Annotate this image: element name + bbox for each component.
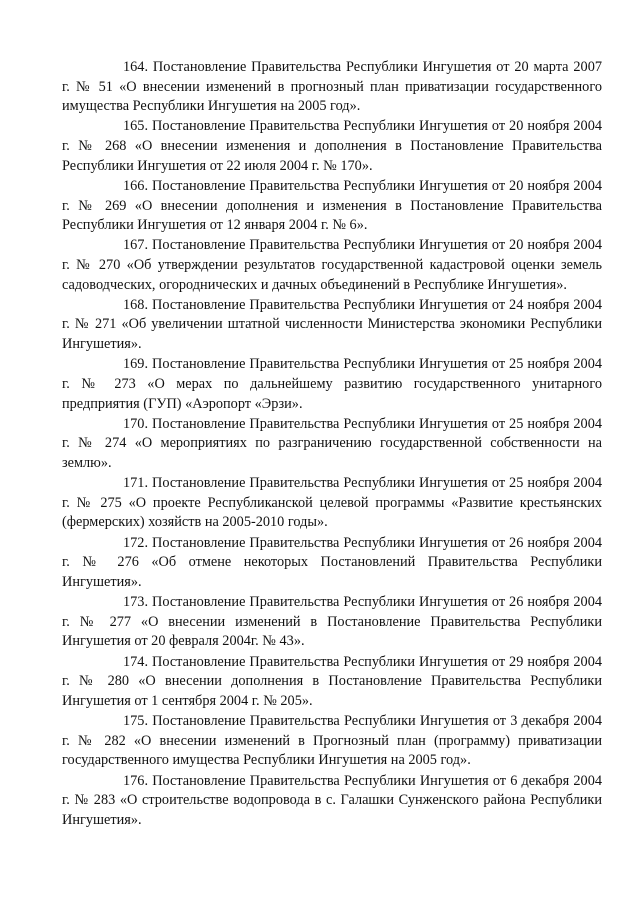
entry-170: 170. Постановление Правительства Республики Ингушетия от 25 ноября 2004 г. № 274 «О мероприятиях по разграничению государственной собственности на землю». xyxy=(62,415,602,471)
entry-174: 174. Постановление Правительства Республики Ингушетия от 29 ноября 2004 г. № 280 «О внесении дополнения в Постановление Правительства Республики Ингушетия от 1 сентября 2004 г. № 205». xyxy=(62,653,602,709)
entry-168: 168. Постановление Правительства Республики Ингушетия от 24 ноября 2004 г. № 271 «Об увеличении штатной численности Министерства экономики Республики Ингушетия». xyxy=(62,296,602,353)
entry-164: 164. Постановление Правительства Республики Ингушетия от 20 марта 2007 г. № 51 «О внесении изменений в прогнозный план приватизации государственного имущества Республики Ингушетия на 2005 год». xyxy=(62,59,602,115)
entry-176: 176. Постановление Правительства Республики Ингушетия от 6 декабря 2004 г. № 283 «О строительстве водопровода в с. Галашки Сунженского района Республики Ингушетия». xyxy=(62,772,602,828)
entry-173: 173. Постановление Правительства Республики Ингушетия от 26 ноября 2004 г. № 277 «О внесении изменений в Постановление Правительства Республики Ингушетия от 20 февраля 2004г. № 43». xyxy=(62,594,602,650)
entry-165: 165. Постановление Правительства Республики Ингушетия от 20 ноября 2004 г. № 268 «О внесении изменения и дополнения в Постановление Правительства Республики Ингушетия от 22 июля 2004 г. № 170». xyxy=(62,118,602,174)
entry-169: 169. Постановление Правительства Республики Ингушетия от 25 ноября 2004 г. № 273 «О мерах по дальнейшему развитию государственного унитарного предприятия (ГУП) «Аэропорт «Эрзи». xyxy=(62,356,602,412)
document-page xyxy=(62,58,602,831)
entry-166: 166. Постановление Правительства Республики Ингушетия от 20 ноября 2004 г. № 269 «О внесении дополнения и изменения в Постановление Правительства Республики Ингушетия от 12 января 2004 г. № 6». xyxy=(62,177,602,234)
entry-175: 175. Постановление Правительства Республики Ингушетия от 3 декабря 2004 г. № 282 «О внесении изменений в Прогнозный план (программу) приватизации государственного имущества Республики Ингушетия на 2005 год». xyxy=(62,713,602,769)
entry-167: 167. Постановление Правительства Республики Ингушетия от 20 ноября 2004 г. № 270 «Об утверждении результатов государственной кадастровой оценки земель садоводческих, огороднических и дачных объединений в Республике Ингушетия». xyxy=(62,237,602,293)
entry-171: 171. Постановление Правительства Республики Ингушетия от 25 ноября 2004 г. № 275 «О проекте Республиканской целевой программы «Развитие крестьянских (фермерских) хозяйств на 2005-2010 годы». xyxy=(62,475,602,531)
entry-172: 172. Постановление Правительства Республики Ингушетия от 26 ноября 2004 г. № 276 «Об отмене некоторых Постановлений Правительства Республики Ингушетия». xyxy=(62,534,602,590)
